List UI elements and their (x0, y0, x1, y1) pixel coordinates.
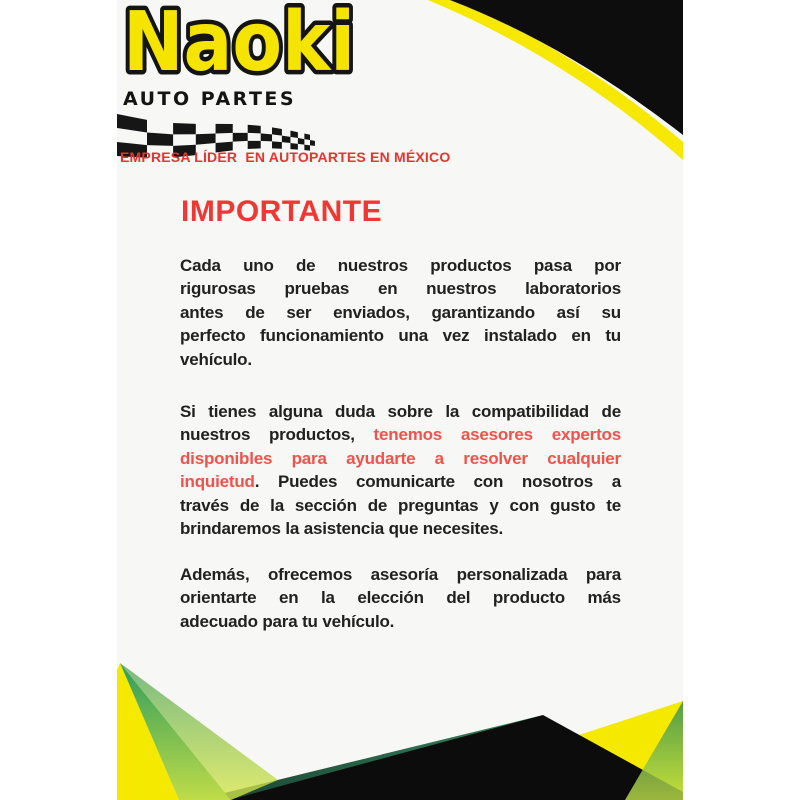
paragraph-compatibility (180, 400, 621, 540)
brand-logo (117, 0, 375, 94)
flyer-sheet (117, 0, 683, 800)
flag-checker-cell (310, 140, 315, 146)
text-line: brindaremos la asistencia que necesites. (180, 519, 504, 539)
flag-checker-cell (173, 123, 196, 134)
text-line: perfecto funcionamiento una vez instalado en tu (180, 326, 621, 346)
flag-checker-cell (117, 114, 147, 132)
text-line: nuestros productos, tenemos asesores expertos (180, 425, 621, 445)
flag-checker-cell (233, 133, 248, 142)
flag-checker-cell (248, 141, 261, 149)
text-line: adecuado para tu vehículo. (180, 611, 395, 631)
section-heading: IMPORTANTE (181, 195, 383, 228)
text-line: vehículo. (180, 349, 252, 369)
footer-triangles-graphic (117, 650, 683, 800)
flag-checker-cell (216, 124, 233, 134)
text-line: inquietud. Puedes comunicarte con nosotros a (180, 472, 621, 492)
flag-checker-cell (272, 141, 282, 148)
brand-tagline: EMPRESA LÍDER EN AUTOPARTES EN MÉXICO (120, 149, 451, 165)
flag-checker-cell (272, 127, 282, 135)
text-line: orientarte en la elección del producto más (180, 588, 621, 608)
flag-checker-cell (304, 134, 310, 140)
text-line: Si tienes alguna duda sobre la compatibilidad de (180, 402, 621, 421)
paragraph-advice (180, 563, 621, 633)
paragraph-quality (180, 254, 621, 371)
text-line: través de la sección de preguntas y con gusto te (180, 495, 621, 515)
text-line: antes de ser enviados, garantizando así su (180, 302, 621, 322)
text-line: disponibles para ayudarte a resolver cualquier (180, 448, 621, 468)
flag-checker-cell (196, 133, 216, 144)
flag-checker-cell (248, 125, 261, 134)
text-line: rigurosas pruebas en nuestros laboratorios (180, 279, 621, 299)
flag-checker-cell (298, 138, 304, 145)
brand-subtitle: AUTO PARTES (123, 88, 297, 110)
flag-checker-cell (282, 136, 291, 143)
text-line: Además, ofrecemos asesoría personalizada para (180, 565, 621, 584)
flag-checker-cell (261, 133, 272, 141)
brand-logo-text: Naoki (123, 0, 355, 90)
flag-checker-cell (147, 132, 173, 145)
text-line: Cada uno de nuestros productos pasa por (180, 256, 621, 275)
flag-checker-cell (290, 131, 297, 138)
